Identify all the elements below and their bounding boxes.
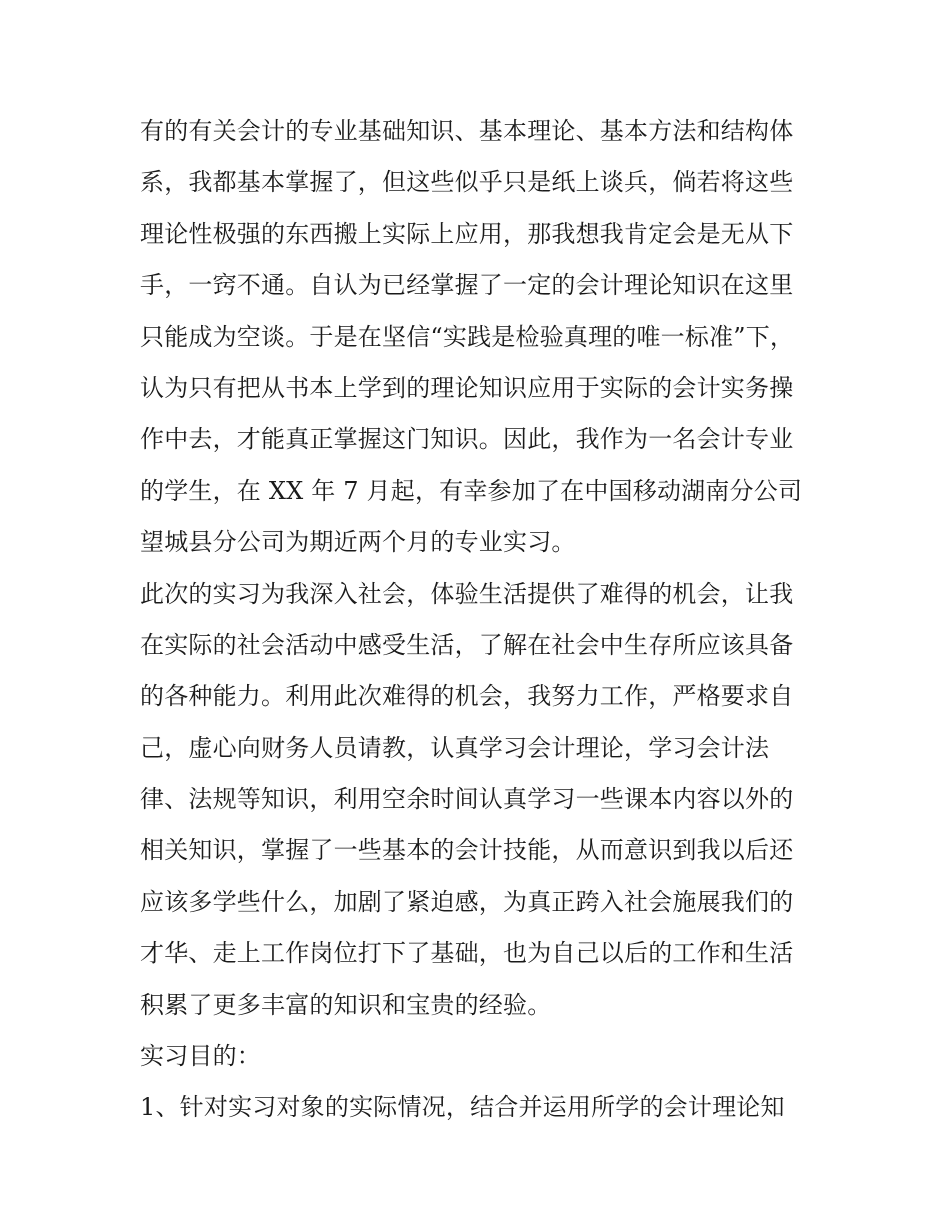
text-line: 的各种能力。利用此次难得的机会，我努力工作，严格要求自 [140, 682, 794, 711]
section-heading: 实习目的： [140, 1042, 261, 1071]
text-line: 望城县分公司为期近两个月的专业实习。 [140, 528, 576, 557]
text-line: 理论性极强的东西搬上实际上应用，那我想我肯定会是无从下 [140, 219, 794, 248]
text-line: 在实际的社会活动中感受生活，了解在社会中生存所应该具备 [140, 630, 794, 659]
text-line: 的学生，在 XX 年 7 月起，有幸参加了在中国移动湖南分公司 [140, 476, 803, 505]
text-line: 有的有关会计的专业基础知识、基本理论、基本方法和结构体 [140, 117, 794, 145]
text-line: 应该多学些什么，加剧了紧迫感，为真正跨入社会施展我们的 [140, 887, 794, 916]
text-line: 己，虚心向财务人员请教，认真学习会计理论，学习会计法 [140, 733, 770, 762]
text-line: 作中去，才能真正掌握这门知识。因此，我作为一名会计专业 [140, 425, 794, 454]
text-line: 只能成为空谈。于是在坚信“实践是检验真理的唯一标准”下， [140, 322, 795, 351]
text-line: 才华、走上工作岗位打下了基础，也为自己以后的工作和生活 [140, 939, 794, 968]
text-line: 积累了更多丰富的知识和宝贵的经验。 [140, 990, 552, 1019]
text-line: 律、法规等知识，利用空余时间认真学习一些课本内容以外的 [140, 785, 794, 814]
text-line: 手，一窍不通。自认为已经掌握了一定的会计理论知识在这里 [140, 271, 794, 300]
text-line: 系，我都基本掌握了，但这些似乎只是纸上谈兵，倘若将这些 [140, 168, 794, 197]
document-body [140, 106, 820, 1134]
paragraph-start-line: 此次的实习为我深入社会，体验生活提供了难得的机会，让我 [140, 579, 794, 608]
list-item: 1、针对实习对象的实际情况，结合并运用所学的会计理论知 [140, 1093, 785, 1122]
text-line: 认为只有把从书本上学到的理论知识应用于实际的会计实务操 [140, 373, 794, 402]
text-line: 相关知识，掌握了一些基本的会计技能，从而意识到我以后还 [140, 836, 794, 865]
